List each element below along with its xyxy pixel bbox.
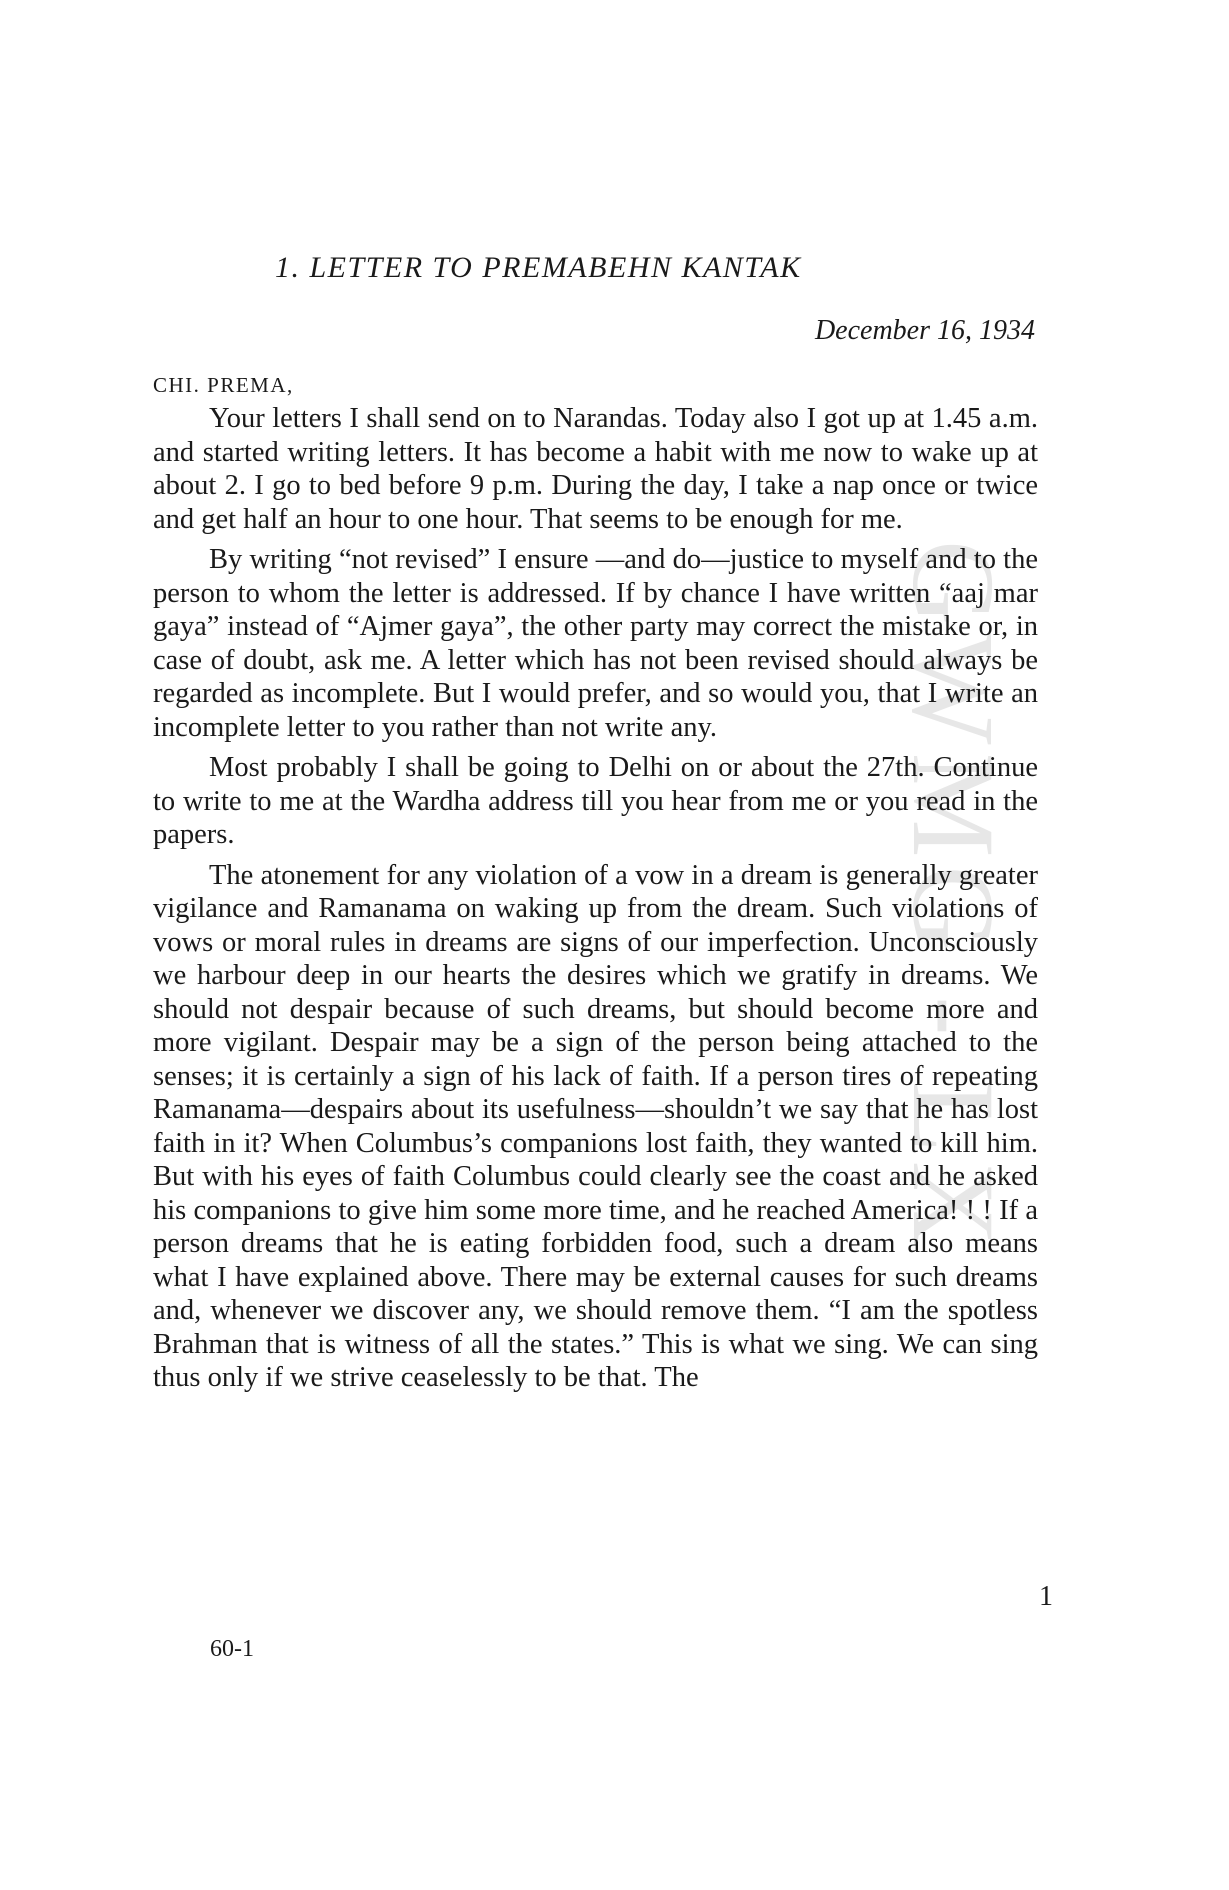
letter-date: December 16, 1934: [814, 315, 1035, 346]
footer-code: 60-1: [210, 1636, 254, 1662]
page-number: 1: [1039, 1581, 1053, 1612]
paragraph: The atonement for any violation of a vow in a dream is generally greater vigilance and Ramanama on waking up from the dream. Such violations of vows or moral rules in dreams are signs of our imperfection. Unconsciously we harbour deep in our hearts the desires which we gratify in dreams. We should not despair because of such dreams, but should become more and more vigilant. Despair may be a sign of the person being attached to the senses; it is certainly a sign of his lack of faith. If a person tires of repeating Ramanama—despairs about its usefulness—shouldn’t we say that he has lost faith in it? When Columbus’s companions lost faith, they wanted to kill him. But with his eyes of faith Columbus could clearly see the coast and he asked his companions to give him some more time, and he reached America! ! ! If a person dreams that he is eating forbidden food, such a dream also means what I have explained above. There may be external causes for such dreams and, whenever we discover any, we should remove them. “I am the spotless Brahman that is witness of all the states.” This is what we sing. We can sing thus only if we strive ceaselessly to be that. The: [153, 859, 1038, 1393]
letter-title: 1. LETTER TO PREMABEHN KANTAK: [275, 251, 802, 284]
watermark: GWMG - LX: [888, 540, 1019, 1255]
salutation: CHI. PREMA,: [153, 373, 294, 397]
letter-body: [153, 402, 1038, 1395]
paragraph: By writing “not revised” I ensure —and do—justice to myself and to the person to whom the letter is addressed. If by chance I have written “aaj mar gaya” instead of “Ajmer gaya”, the other party may correct the mistake or, in case of doubt, ask me. A letter which has not been revised should always be regarded as incomplete. But I would prefer, and so would you, that I write an incomplete letter to you rather than not write any.: [153, 544, 1038, 743]
paragraph: Most probably I shall be going to Delhi on or about the 27th. Continue to write to me at the Wardha address till you hear from me or you read in the papers.: [153, 752, 1038, 850]
paragraph: Your letters I shall send on to Narandas. Today also I got up at 1.45 a.m. and started writing letters. It has become a habit with me now to wake up at about 2. I go to bed before 9 p.m. During the day, I take a nap once or twice and get half an hour to one hour. That seems to be enough for me.: [153, 403, 1038, 535]
